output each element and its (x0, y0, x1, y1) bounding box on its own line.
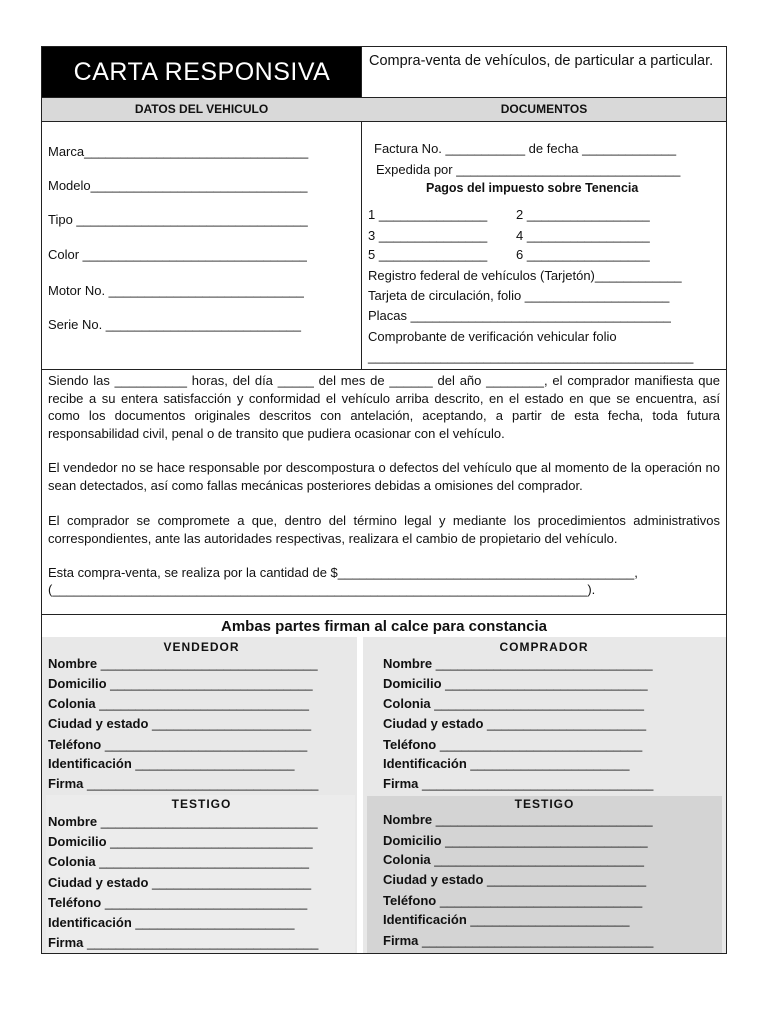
vendedor-heading: VENDEDOR (163, 640, 240, 654)
testigo-right-nombre-field[interactable]: Nombre ______________________________ (383, 812, 653, 827)
expedida-field[interactable]: Expedida por _______________________________ (376, 162, 681, 177)
testigo-left-firma-field[interactable]: Firma ________________________________ (48, 935, 319, 950)
form-subtitle: Compra-venta de vehículos, de particular a particular. (369, 53, 714, 69)
pago-2-field[interactable]: 2 _________________ (516, 207, 650, 222)
vendedor-nombre-field[interactable]: Nombre ______________________________ (48, 656, 318, 671)
pago-4-field[interactable]: 4 _________________ (516, 228, 650, 243)
clause-paragraph: El vendedor no se hace responsable por descompostura o defectos del vehículo que al momento de la operación no sean detectados, así como fallas mecánicas posteriores debidas a omisiones del comprador. (48, 460, 720, 493)
form-title: CARTA RESPONSIVA (42, 47, 362, 97)
column-divider (361, 47, 362, 369)
testigo-left-ciudad-field[interactable]: Ciudad y estado ______________________ (48, 875, 312, 890)
testigo-right-domicilio-field[interactable]: Domicilio ____________________________ (383, 833, 648, 848)
placas-field[interactable]: Placas ____________________________________ (368, 308, 671, 323)
testigo-right-telefono-field[interactable]: Teléfono ____________________________ (383, 893, 643, 908)
serie-field[interactable]: Serie No. ___________________________ (48, 317, 302, 332)
testigo-right-identificacion-field[interactable]: Identificación ______________________ (383, 912, 630, 927)
testigo-left-domicilio-field[interactable]: Domicilio ____________________________ (48, 834, 313, 849)
vendedor-colonia-field[interactable]: Colonia _____________________________ (48, 696, 309, 711)
testigo-left-telefono-field[interactable]: Teléfono ____________________________ (48, 895, 308, 910)
vendedor-ciudad-field[interactable]: Ciudad y estado ______________________ (48, 716, 312, 731)
amount-field[interactable]: Esta compra-venta, se realiza por la cantidad de $_________________________________________, (48, 565, 638, 580)
testigo-right-heading: TESTIGO (514, 797, 575, 811)
tarjeta-field[interactable]: Tarjeta de circulación, folio ____________________ (368, 288, 670, 303)
clause-paragraph: El comprador se compromete a que, dentro del término legal y mediante los procedimientos administrativos correspondientes, ante las autoridades respectivas, realizara el cambio de propietario del vehículo. (48, 513, 720, 546)
testigo-left-colonia-field[interactable]: Colonia _____________________________ (48, 854, 309, 869)
comprobante-field[interactable]: _____________________________________________ (368, 349, 694, 364)
vehicle-section-header: DATOS DEL VEHICULO (134, 102, 269, 116)
divider (42, 369, 726, 370)
testigo-left-nombre-field[interactable]: Nombre ______________________________ (48, 814, 318, 829)
pagos-title: Pagos del impuesto sobre Tenencia (426, 181, 639, 195)
column-gap (361, 637, 363, 953)
comprador-domicilio-field[interactable]: Domicilio ____________________________ (383, 676, 648, 691)
registro-field[interactable]: Registro federal de vehículos (Tarjetón)____________ (368, 268, 682, 283)
pago-3-field[interactable]: 3 _______________ (368, 228, 488, 243)
vendedor-firma-field[interactable]: Firma ________________________________ (48, 776, 319, 791)
comprador-ciudad-field[interactable]: Ciudad y estado ______________________ (383, 716, 647, 731)
comprador-nombre-field[interactable]: Nombre ______________________________ (383, 656, 653, 671)
motor-field[interactable]: Motor No. ___________________________ (48, 283, 304, 298)
testigo-right-firma-field[interactable]: Firma ________________________________ (383, 933, 654, 948)
documents-section-header: DOCUMENTOS (500, 102, 588, 116)
pago-1-field[interactable]: 1 _______________ (368, 207, 488, 222)
comprador-firma-field[interactable]: Firma ________________________________ (383, 776, 654, 791)
tipo-field[interactable]: Tipo ________________________________ (48, 212, 308, 227)
comprador-heading: COMPRADOR (499, 640, 589, 654)
comprobante-label: Comprobante de verificación vehicular folio (368, 329, 617, 344)
modelo-field[interactable]: Modelo______________________________ (48, 178, 308, 193)
amount-words-field[interactable]: (__________________________________________________________________________). (48, 582, 596, 597)
testigo-right-ciudad-field[interactable]: Ciudad y estado ______________________ (383, 872, 647, 887)
pago-6-field[interactable]: 6 _________________ (516, 247, 650, 262)
carta-responsiva-form (41, 46, 727, 954)
comprador-identificacion-field[interactable]: Identificación ______________________ (383, 756, 630, 771)
testigo-right-colonia-field[interactable]: Colonia _____________________________ (383, 852, 644, 867)
clause-paragraph: Siendo las __________ horas, del día _____ del mes de ______ del año ________, el comprador manifiesta que recibe a su entera satisfacción y conformidad el vehículo arriba descrito, en el estado en que se encuentra, así como los documentos originales descritos con antelación, aceptando, a partir de esta fecha, toda futura responsabilidad civil, penal o de transito que pudiera ocasionar con el vehículo. (48, 373, 720, 441)
comprador-telefono-field[interactable]: Teléfono ____________________________ (383, 737, 643, 752)
vendedor-telefono-field[interactable]: Teléfono ____________________________ (48, 737, 308, 752)
testigo-left-identificacion-field[interactable]: Identificación ______________________ (48, 915, 295, 930)
divider (42, 614, 726, 615)
color-field[interactable]: Color _______________________________ (48, 247, 307, 262)
marca-field[interactable]: Marca_______________________________ (48, 144, 309, 159)
factura-field[interactable]: Factura No. ___________ de fecha _____________ (374, 141, 677, 156)
vendedor-domicilio-field[interactable]: Domicilio ____________________________ (48, 676, 313, 691)
signatures-title: Ambas partes firman al calce para constancia (221, 618, 547, 635)
pago-5-field[interactable]: 5 _______________ (368, 247, 488, 262)
divider (42, 121, 726, 122)
comprador-colonia-field[interactable]: Colonia _____________________________ (383, 696, 644, 711)
vendedor-identificacion-field[interactable]: Identificación ______________________ (48, 756, 295, 771)
testigo-left-heading: TESTIGO (171, 797, 232, 811)
